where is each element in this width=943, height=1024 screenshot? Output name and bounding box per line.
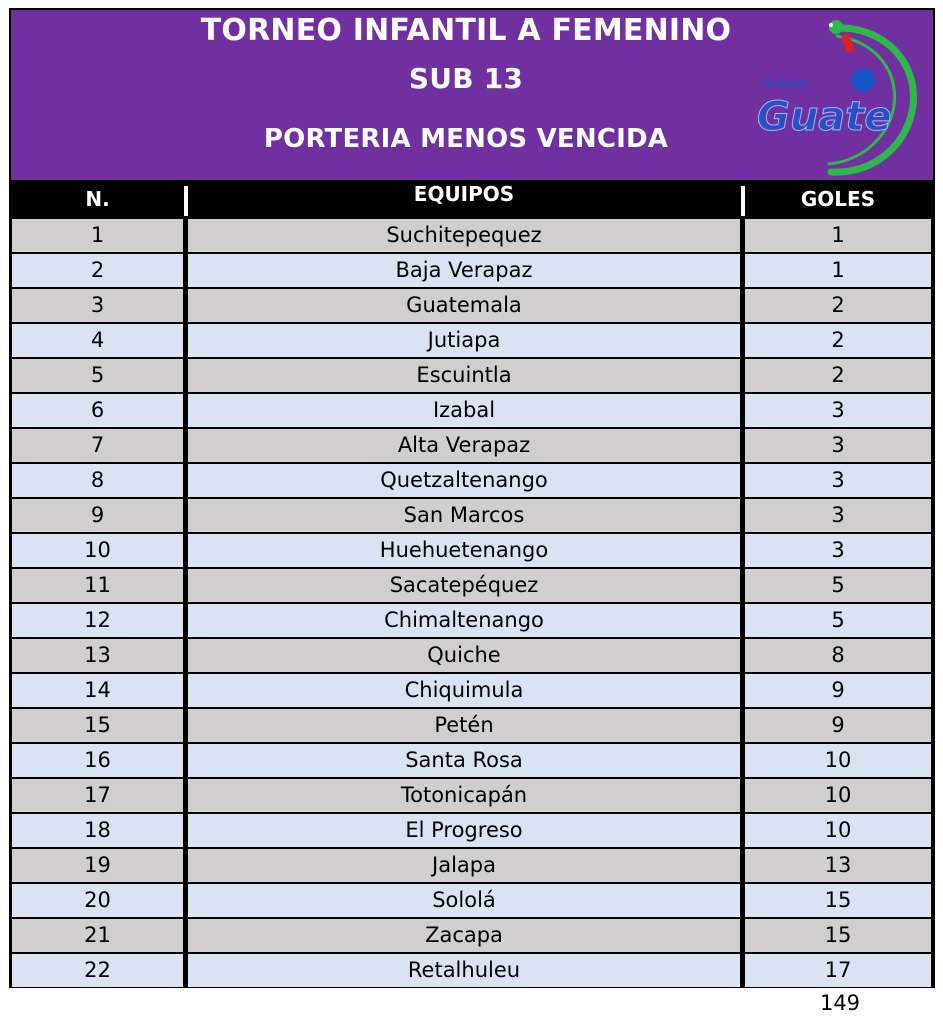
team-name: Quetzaltenango [188, 464, 740, 497]
goals-conceded: 1 [745, 254, 931, 287]
table-row [11, 289, 933, 323]
table-row [11, 884, 933, 918]
fedefut-guate-logo [751, 16, 923, 176]
row-number: 1 [12, 219, 183, 252]
goals-conceded: 13 [745, 849, 931, 882]
row-number: 5 [12, 359, 183, 392]
team-name: Huehuetenango [188, 534, 740, 567]
table-row [11, 954, 933, 988]
column-header-goals: GOLES [800, 187, 876, 211]
row-number: 21 [12, 919, 183, 952]
goals-conceded: 3 [745, 394, 931, 427]
table-row [11, 919, 933, 953]
row-number: 3 [12, 289, 183, 322]
table-row [11, 464, 933, 498]
row-number: 11 [12, 569, 183, 602]
goals-conceded: 15 [745, 919, 931, 952]
team-name: Zacapa [188, 919, 740, 952]
team-name: Sacatepéquez [188, 569, 740, 602]
row-number: 13 [12, 639, 183, 672]
goals-conceded: 15 [745, 884, 931, 917]
row-number: 16 [12, 744, 183, 777]
team-name: Guatemala [188, 289, 740, 322]
goals-conceded: 10 [745, 744, 931, 777]
team-name: Escuintla [188, 359, 740, 392]
table-row [11, 779, 933, 813]
table-row [11, 254, 933, 288]
row-number: 4 [12, 324, 183, 357]
goals-conceded: 3 [745, 534, 931, 567]
team-name: Totonicapán [188, 779, 740, 812]
table-row [11, 499, 933, 533]
goals-conceded: 3 [745, 499, 931, 532]
team-name: Baja Verapaz [188, 254, 740, 287]
row-number: 7 [12, 429, 183, 462]
title-banner [11, 10, 933, 180]
row-number: 2 [12, 254, 183, 287]
goals-conceded: 9 [745, 709, 931, 742]
goals-conceded: 5 [745, 604, 931, 637]
team-name: Izabal [188, 394, 740, 427]
team-name: Petén [188, 709, 740, 742]
tournament-title: TORNEO INFANTIL A FEMENINO [200, 13, 732, 48]
goals-conceded: 10 [745, 779, 931, 812]
team-name: Chiquimula [188, 674, 740, 707]
table-row [11, 429, 933, 463]
team-name: Quiche [188, 639, 740, 672]
standings-sheet [9, 8, 935, 988]
goals-conceded: 5 [745, 569, 931, 602]
row-number: 14 [12, 674, 183, 707]
team-name: San Marcos [188, 499, 740, 532]
row-number: 22 [12, 954, 183, 987]
goals-conceded: 1 [745, 219, 931, 252]
logo-small-text: federal [763, 77, 809, 92]
team-name: Chimaltenango [188, 604, 740, 637]
row-number: 8 [12, 464, 183, 497]
table-row [11, 709, 933, 743]
table-row [11, 744, 933, 778]
team-name: Alta Verapaz [188, 429, 740, 462]
team-name: Jutiapa [188, 324, 740, 357]
table-row [11, 639, 933, 673]
team-name: Suchitepequez [188, 219, 740, 252]
table-row [11, 219, 933, 253]
row-number: 19 [12, 849, 183, 882]
team-name: Retalhuleu [188, 954, 740, 987]
row-number: 17 [12, 779, 183, 812]
row-number: 12 [12, 604, 183, 637]
goals-conceded: 2 [745, 324, 931, 357]
goals-conceded: 3 [745, 429, 931, 462]
table-row [11, 359, 933, 393]
table-row [11, 849, 933, 883]
row-number: 15 [12, 709, 183, 742]
team-name: Jalapa [188, 849, 740, 882]
goals-conceded: 3 [745, 464, 931, 497]
row-number: 10 [12, 534, 183, 567]
team-name: El Progreso [188, 814, 740, 847]
table-row [11, 569, 933, 603]
table-row [11, 394, 933, 428]
row-number: 18 [12, 814, 183, 847]
goals-conceded: 2 [745, 289, 931, 322]
category-title: SUB 13 [408, 62, 524, 95]
table-row [11, 604, 933, 638]
page-number: 149 [819, 991, 861, 1015]
table-row [11, 674, 933, 708]
table-row [11, 534, 933, 568]
column-header-teams: EQUIPOS [413, 182, 515, 206]
team-name: Santa Rosa [188, 744, 740, 777]
logo-text: Guate [757, 94, 892, 140]
row-number: 20 [12, 884, 183, 917]
goals-conceded: 10 [745, 814, 931, 847]
goals-conceded: 17 [745, 954, 931, 987]
table-row [11, 324, 933, 358]
goals-conceded: 8 [745, 639, 931, 672]
column-header-number: N. [85, 187, 110, 211]
row-number: 6 [12, 394, 183, 427]
table-header [11, 180, 933, 218]
goals-conceded: 9 [745, 674, 931, 707]
team-name: Sololá [188, 884, 740, 917]
goals-conceded: 2 [745, 359, 931, 392]
table-title: PORTERIA MENOS VENCIDA [263, 124, 669, 154]
row-number: 9 [12, 499, 183, 532]
table-row [11, 814, 933, 848]
